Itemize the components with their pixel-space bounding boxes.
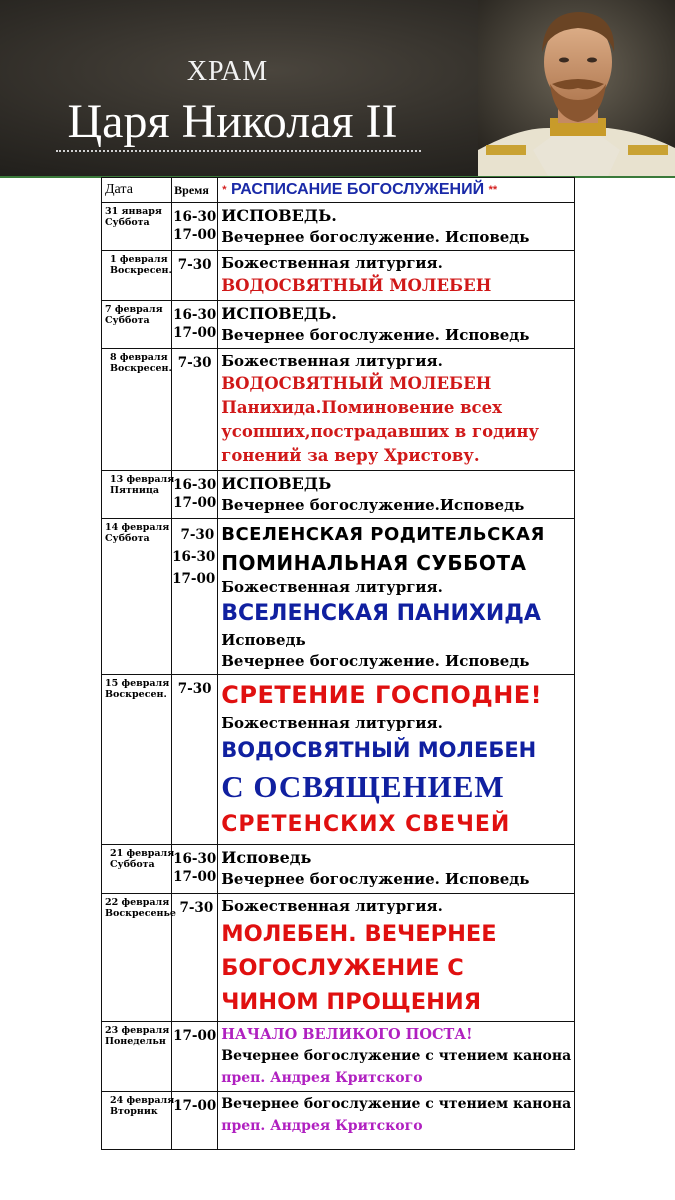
row-date	[102, 1092, 175, 1150]
weekday-text: Суббота	[105, 315, 150, 326]
schedule-row	[102, 203, 575, 251]
row-times	[172, 301, 218, 349]
time-text: 16-30	[172, 549, 216, 565]
row-services	[218, 1092, 575, 1150]
service-line: ЧИНОМ ПРОЩЕНИЯ	[221, 989, 482, 1015]
weekday-text: Воскресен.	[110, 363, 172, 374]
schedule-row	[102, 1022, 575, 1092]
weekday-text: Суббота	[105, 533, 150, 544]
time-text: 16-30	[173, 307, 217, 323]
time-text: 17-00	[173, 1028, 217, 1044]
service-line: Исповедь	[221, 848, 312, 867]
column-header-time: Время	[172, 178, 218, 203]
service-line: Исповедь	[221, 631, 306, 649]
service-line: Вечернее богослужение. Исповедь	[221, 652, 530, 670]
service-line: Божественная литургия.	[221, 578, 443, 596]
time-text: 17-00	[173, 1098, 217, 1114]
service-line: усопших,пострадавших в годину	[221, 422, 539, 441]
row-date	[102, 251, 172, 301]
row-times	[172, 251, 218, 301]
weekday-text: Воскресен.	[110, 265, 172, 276]
service-line: Вечернее богослужение. Исповедь	[221, 228, 530, 246]
row-services	[218, 349, 575, 471]
weekday-text: Понедельн	[105, 1036, 166, 1047]
row-date	[102, 1022, 172, 1092]
schedule-row	[102, 301, 575, 349]
service-line: БОГОСЛУЖЕНИЕ С	[221, 955, 464, 981]
service-line: ИСПОВЕДЬ.	[221, 304, 337, 323]
service-line: Вечернее богослужение. Исповедь	[221, 326, 530, 344]
time-text: 7-30	[177, 257, 212, 273]
row-times	[172, 675, 218, 845]
date-text: 22 февраля	[105, 897, 170, 908]
date-text: 14 февраля	[105, 522, 170, 533]
row-times	[172, 349, 218, 471]
banner-divider	[56, 150, 421, 152]
row-times	[172, 1092, 218, 1150]
banner-khram: ХРАМ	[186, 56, 269, 87]
service-line: Вечернее богослужение с чтением канона	[221, 1048, 572, 1064]
service-line: ВОДОСВЯТНЫЙ МОЛЕБЕН	[221, 276, 492, 295]
schedule-row	[102, 845, 575, 894]
service-line: СРЕТЕНИЕ ГОСПОДНЕ!	[221, 681, 543, 709]
row-date	[102, 301, 172, 349]
row-services	[218, 203, 575, 251]
schedule-title-text: РАСПИСАНИЕ БОГОСЛУЖЕНИЙ	[230, 181, 485, 198]
row-date	[102, 519, 172, 675]
row-services	[218, 251, 575, 301]
service-line: МОЛЕБЕН. ВЕЧЕРНЕЕ	[221, 921, 497, 947]
banner-title: Царя Николая II	[67, 95, 398, 148]
service-line: ВСЕЛЕНСКАЯ ПАНИХИДА	[221, 601, 541, 626]
time-text: 7-30	[177, 681, 212, 697]
star-left: *	[222, 183, 227, 196]
service-line: СРЕТЕНСКИХ СВЕЧЕЙ	[221, 812, 511, 837]
row-times	[172, 894, 218, 1022]
schedule-row	[102, 349, 575, 471]
table-header-row	[102, 178, 575, 203]
row-services	[218, 675, 575, 845]
schedule-row	[102, 1092, 575, 1150]
service-line: Панихида.Поминовение всех	[221, 398, 502, 417]
schedule-title	[218, 178, 575, 203]
weekday-text: Вторник	[110, 1106, 158, 1117]
service-line: ВОДОСВЯТНЫЙ МОЛЕБЕН	[221, 738, 537, 762]
schedule-row	[102, 894, 575, 1022]
date-text: 8 февраля	[110, 352, 168, 363]
row-services	[218, 845, 575, 894]
service-line: гонений за веру Христову.	[221, 446, 480, 465]
service-line: НАЧАЛО ВЕЛИКОГО ПОСТА!	[221, 1026, 473, 1043]
time-text: 17-00	[173, 495, 217, 511]
row-times	[172, 203, 218, 251]
date-text: 1 февраля	[110, 254, 168, 265]
date-text: 13 февраля	[110, 474, 175, 485]
time-text: 17-00	[172, 571, 216, 587]
schedule-row	[102, 251, 575, 301]
service-line: ВОДОСВЯТНЫЙ МОЛЕБЕН	[221, 374, 492, 393]
weekday-text: Воскресенье	[105, 908, 176, 919]
service-line: ИСПОВЕДЬ	[221, 474, 332, 493]
weekday-text: Суббота	[110, 859, 155, 870]
weekday-text: Воскресен.	[105, 689, 167, 700]
service-line: Божественная литургия.	[221, 897, 443, 915]
date-text: 24 февраля	[110, 1095, 175, 1106]
date-text: 7 февраля	[105, 304, 163, 315]
service-line: Божественная литургия.	[221, 254, 443, 272]
service-line: ВСЕЛЕНСКАЯ РОДИТЕЛЬСКАЯ	[221, 524, 545, 545]
row-times	[172, 1022, 218, 1092]
row-services	[218, 1022, 575, 1092]
row-date	[102, 675, 172, 845]
time-text: 16-30	[173, 477, 217, 493]
row-services	[218, 894, 575, 1022]
time-text: 7-30	[177, 355, 212, 371]
schedule-row	[102, 675, 575, 845]
service-line: Божественная литургия.	[221, 714, 443, 732]
date-text: 31 января	[105, 206, 162, 217]
weekday-text: Суббота	[105, 217, 150, 228]
star-right: **	[488, 183, 498, 196]
service-line: Вечернее богослужение.Исповедь	[221, 496, 525, 514]
column-header-date: Дата	[102, 178, 172, 203]
weekday-text: Пятница	[110, 485, 160, 496]
time-text: 16-30	[173, 851, 217, 867]
row-times	[172, 845, 218, 894]
row-times	[172, 519, 218, 675]
tsar-portrait-image	[478, 0, 675, 176]
header-banner	[0, 0, 675, 178]
schedule-table	[101, 177, 575, 1150]
time-text: 7-30	[180, 527, 215, 543]
time-text: 16-30	[173, 209, 217, 225]
service-line: ПОМИНАЛЬНАЯ СУББОТА	[221, 551, 527, 575]
service-line: преп. Андрея Критского	[221, 1070, 423, 1086]
time-text: 17-00	[173, 325, 217, 341]
row-date	[102, 845, 175, 894]
row-services	[218, 301, 575, 349]
time-text: 7-30	[179, 900, 214, 916]
date-text: 21 февраля	[110, 848, 175, 859]
service-line: ИСПОВЕДЬ.	[221, 206, 337, 225]
schedule-row	[102, 471, 575, 519]
time-text: 17-00	[173, 869, 217, 885]
row-date	[102, 349, 172, 471]
row-times	[172, 471, 218, 519]
service-line: С ОСВЯЩЕНИЕМ	[221, 769, 505, 804]
row-services	[218, 519, 575, 675]
date-text: 23 февраля	[105, 1025, 170, 1036]
row-date	[102, 203, 172, 251]
service-line: Вечернее богослужение с чтением канона	[221, 1096, 572, 1112]
row-date	[102, 471, 175, 519]
date-text: 15 февраля	[105, 678, 170, 689]
time-text: 17-00	[173, 227, 217, 243]
service-line: преп. Андрея Критского	[221, 1118, 423, 1134]
service-line: Божественная литургия.	[221, 352, 443, 370]
row-services	[218, 471, 575, 519]
row-date	[102, 894, 176, 1022]
service-line: Вечернее богослужение. Исповедь	[221, 870, 530, 888]
schedule-row	[102, 519, 575, 675]
